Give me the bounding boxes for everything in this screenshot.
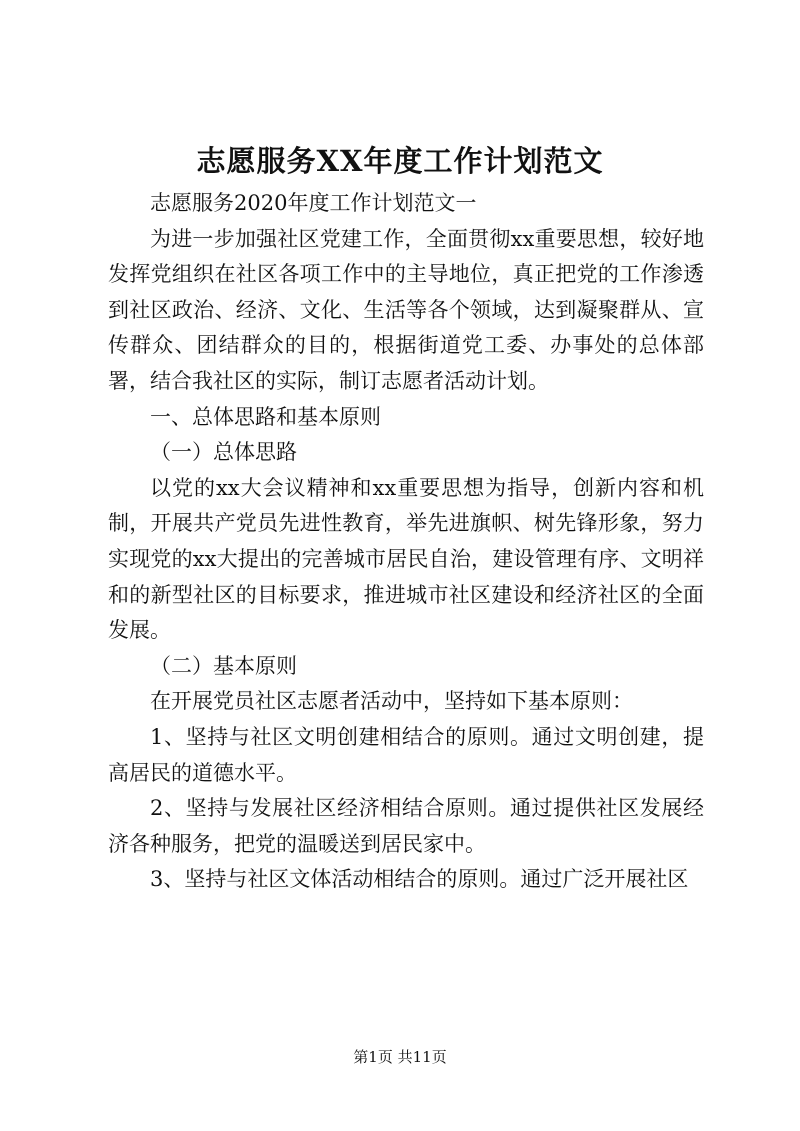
paragraph-subtitle: 志愿服务2020年度工作计划范文一 — [150, 191, 477, 215]
heading-subsection-2: （二）基本原则 — [150, 653, 297, 678]
paragraph-principles-intro: 在开展党员社区志愿者活动中，坚持如下基本原则： — [150, 689, 633, 714]
paragraph-principle-1: 1、坚持与社区文明创建相结合的原则。通过文明创建，提高居民的道德水平。 — [108, 724, 704, 785]
page-number-footer: 第1页 共11页 — [353, 1048, 447, 1066]
paragraph-intro: 为进一步加强社区党建工作，全面贯彻xx重要思想，较好地发挥党组织在社区各项工作中的主导地位，真正把党的工作渗透到社区政治、经济、文化、生活等各个领域，达到凝聚群从、宣传群众、团结群众的目的，根据街道党工委、办事处的总体部署，结合我社区的实际，制订志愿者活动计划。 — [108, 226, 704, 393]
paragraph-principle-3: 3、坚持与社区文体活动相结合的原则。通过广泛开展社区 — [150, 867, 689, 892]
heading-section-1: 一、总体思路和基本原则 — [150, 404, 381, 429]
paragraph-overall-idea: 以党的xx大会议精神和xx重要思想为指导，创新内容和机制，开展共产党员先进性教育，举先进旗帜、树先锋形象，努力实现党的xx大提出的完善城市居民自治，建设管理有序、文明祥和的新型社区的目标要求，推进城市社区建设和经济社区的全面发展。 — [108, 475, 704, 643]
paragraph-principle-2: 2、坚持与发展社区经济相结合原则。通过提供社区发展经济各种服务，把党的温暖送到居民家中。 — [108, 796, 704, 856]
heading-subsection-1: （一）总体思路 — [150, 440, 297, 465]
document-title: 志愿服务XX年度工作计划范文 — [196, 144, 604, 178]
document-body — [108, 186, 704, 898]
